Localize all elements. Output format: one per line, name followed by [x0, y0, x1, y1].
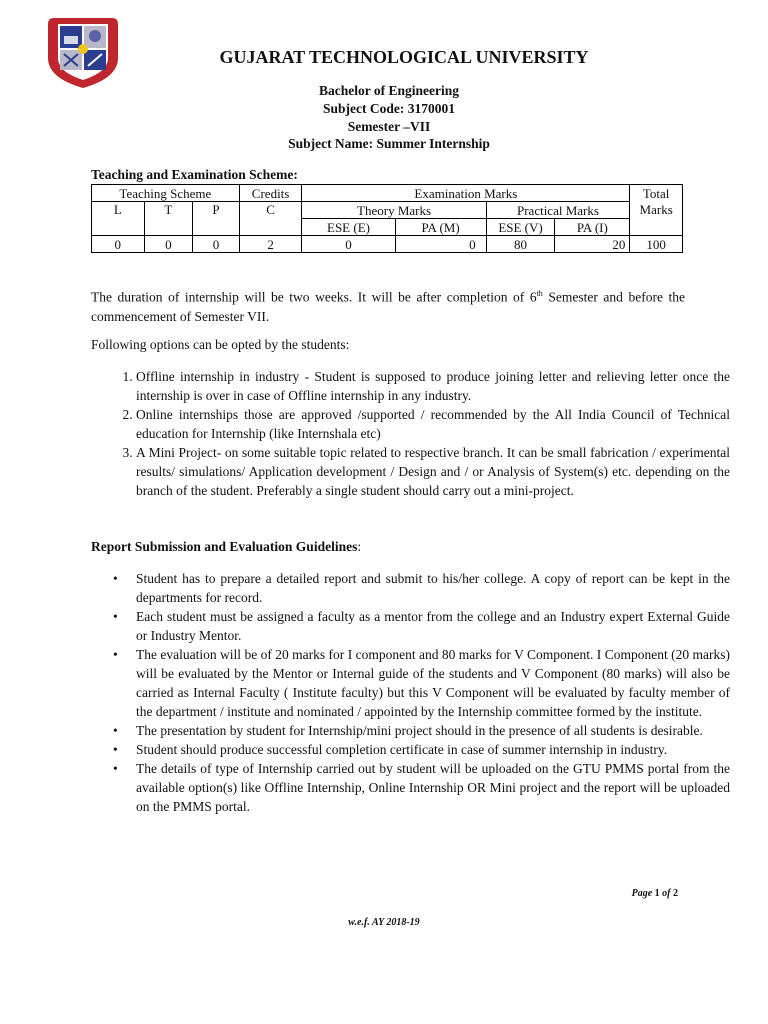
- duration-text-2: Semester and before the commencement of Semester VII.: [91, 289, 685, 324]
- degree: Bachelor of Engineering: [319, 83, 459, 98]
- guidelines-list: [91, 569, 730, 816]
- semester: Semester –VII: [347, 119, 431, 134]
- page-current: 1: [654, 888, 660, 899]
- option-item: 1. Offline internship in industry - Student is supposed to produce joining letter and relieving letter once the internship is over in case of Offline internship in any industry.: [136, 367, 730, 405]
- pa-m-value: 0: [395, 236, 486, 253]
- theory-marks-header: Theory Marks: [302, 202, 486, 219]
- guideline-item: [113, 740, 730, 759]
- guideline-text: Student has to prepare a detailed report and submit to his/her college. A copy of report can be kept in the departments for record.: [136, 571, 730, 605]
- guidelines-heading: [91, 537, 685, 556]
- bullet-icon: •: [113, 723, 118, 738]
- scheme-heading: Teaching and Examination Scheme:: [91, 167, 298, 182]
- total-header: Total: [630, 185, 683, 202]
- guideline-text: Each student must be assigned a faculty as a mentor from the college and an Industry expert External Guide or Industry Mentor.: [136, 609, 730, 643]
- c-value: 2: [239, 236, 302, 253]
- subject-name: Subject Name: Summer Internship: [288, 136, 490, 151]
- marks-header: Marks: [630, 202, 683, 236]
- effective-year: w.e.f. AY 2018-19: [348, 917, 420, 928]
- bullet-icon: •: [113, 647, 118, 662]
- guideline-item: [113, 759, 730, 816]
- guidelines-heading-text: Report Submission and Evaluation Guidelines: [91, 539, 358, 554]
- option-item: 3. A Mini Project- on some suitable topic related to respective branch. It can be small fabrication / experimental results/ simulations/ Application development / Design and / or Analysis of System(s) etc. depending on the branch of the student. Preferably a single student should carry out a mini-project.: [136, 443, 730, 500]
- guideline-text: The evaluation will be of 20 marks for I component and 80 marks for V Component. I Component (20 marks) will be evaluated by the Mentor or Internal guide of the students and V Component (80 marks) will also be carried as Internal Faculty ( Institute faculty) but this V Component will be evaluated by faculty member of the department / institute and nominated / appointed by the Internship committee formed by the institute.: [136, 647, 730, 719]
- options-list: [91, 367, 730, 500]
- t-header: T: [144, 202, 193, 236]
- page-total: 2: [673, 888, 678, 899]
- duration-paragraph: [91, 284, 685, 326]
- bullet-icon: •: [113, 609, 118, 624]
- c-header: C: [239, 202, 302, 236]
- guideline-text: The details of type of Internship carried out by student will be uploaded on the GTU PMMS portal from the available option(s) like Offline Internship, Online Internship OR Mini project and the report will be uploaded on the PMMS portal.: [136, 761, 730, 814]
- guideline-text: Student should produce successful completion certificate in case of summer internship in industry.: [136, 742, 668, 757]
- credits-header: Credits: [239, 185, 302, 202]
- guideline-item: [113, 569, 730, 607]
- practical-marks-header: Practical Marks: [486, 202, 630, 219]
- guidelines-colon: :: [357, 539, 362, 554]
- ese-v-value: 80: [486, 236, 555, 253]
- t-value: 0: [144, 236, 193, 253]
- teaching-scheme-header: Teaching Scheme: [92, 185, 240, 202]
- ese-e-value: 0: [302, 236, 395, 253]
- p-header: P: [193, 202, 240, 236]
- duration-text: The duration of internship will be two weeks. It will be after completion of 6: [91, 289, 537, 305]
- total-value: 100: [630, 236, 683, 253]
- scheme-table: [91, 184, 683, 253]
- option-item: 2. Online internships those are approved /supported / recommended by the All India Council of Technical education for Internship (like Internshala etc): [136, 405, 730, 443]
- p-value: 0: [193, 236, 240, 253]
- pa-i-header: PA (I): [555, 219, 630, 236]
- options-intro: Following options can be opted by the students:: [91, 337, 350, 352]
- page-of: of: [662, 888, 671, 899]
- page-label: Page: [631, 888, 653, 899]
- university-title: GUJARAT TECHNOLOGICAL UNIVERSITY: [219, 47, 589, 67]
- ese-v-header: ESE (V): [486, 219, 555, 236]
- bullet-icon: •: [113, 761, 118, 776]
- ese-e-header: ESE (E): [302, 219, 395, 236]
- guideline-item: [113, 645, 730, 721]
- bullet-icon: •: [113, 742, 118, 757]
- l-header: L: [92, 202, 145, 236]
- guideline-item: [113, 721, 730, 740]
- bullet-icon: •: [113, 571, 118, 586]
- l-value: 0: [92, 236, 145, 253]
- exam-marks-header: Examination Marks: [302, 185, 630, 202]
- guideline-text: The presentation by student for Internship/mini project should in the presence of all students is desirable.: [136, 723, 703, 738]
- subject-code: Subject Code: 3170001: [323, 101, 455, 116]
- page-number: [632, 888, 678, 899]
- pa-i-value: 20: [555, 236, 630, 253]
- duration-superscript: th: [536, 289, 543, 298]
- guideline-item: [113, 607, 730, 645]
- pa-m-header: PA (M): [395, 219, 486, 236]
